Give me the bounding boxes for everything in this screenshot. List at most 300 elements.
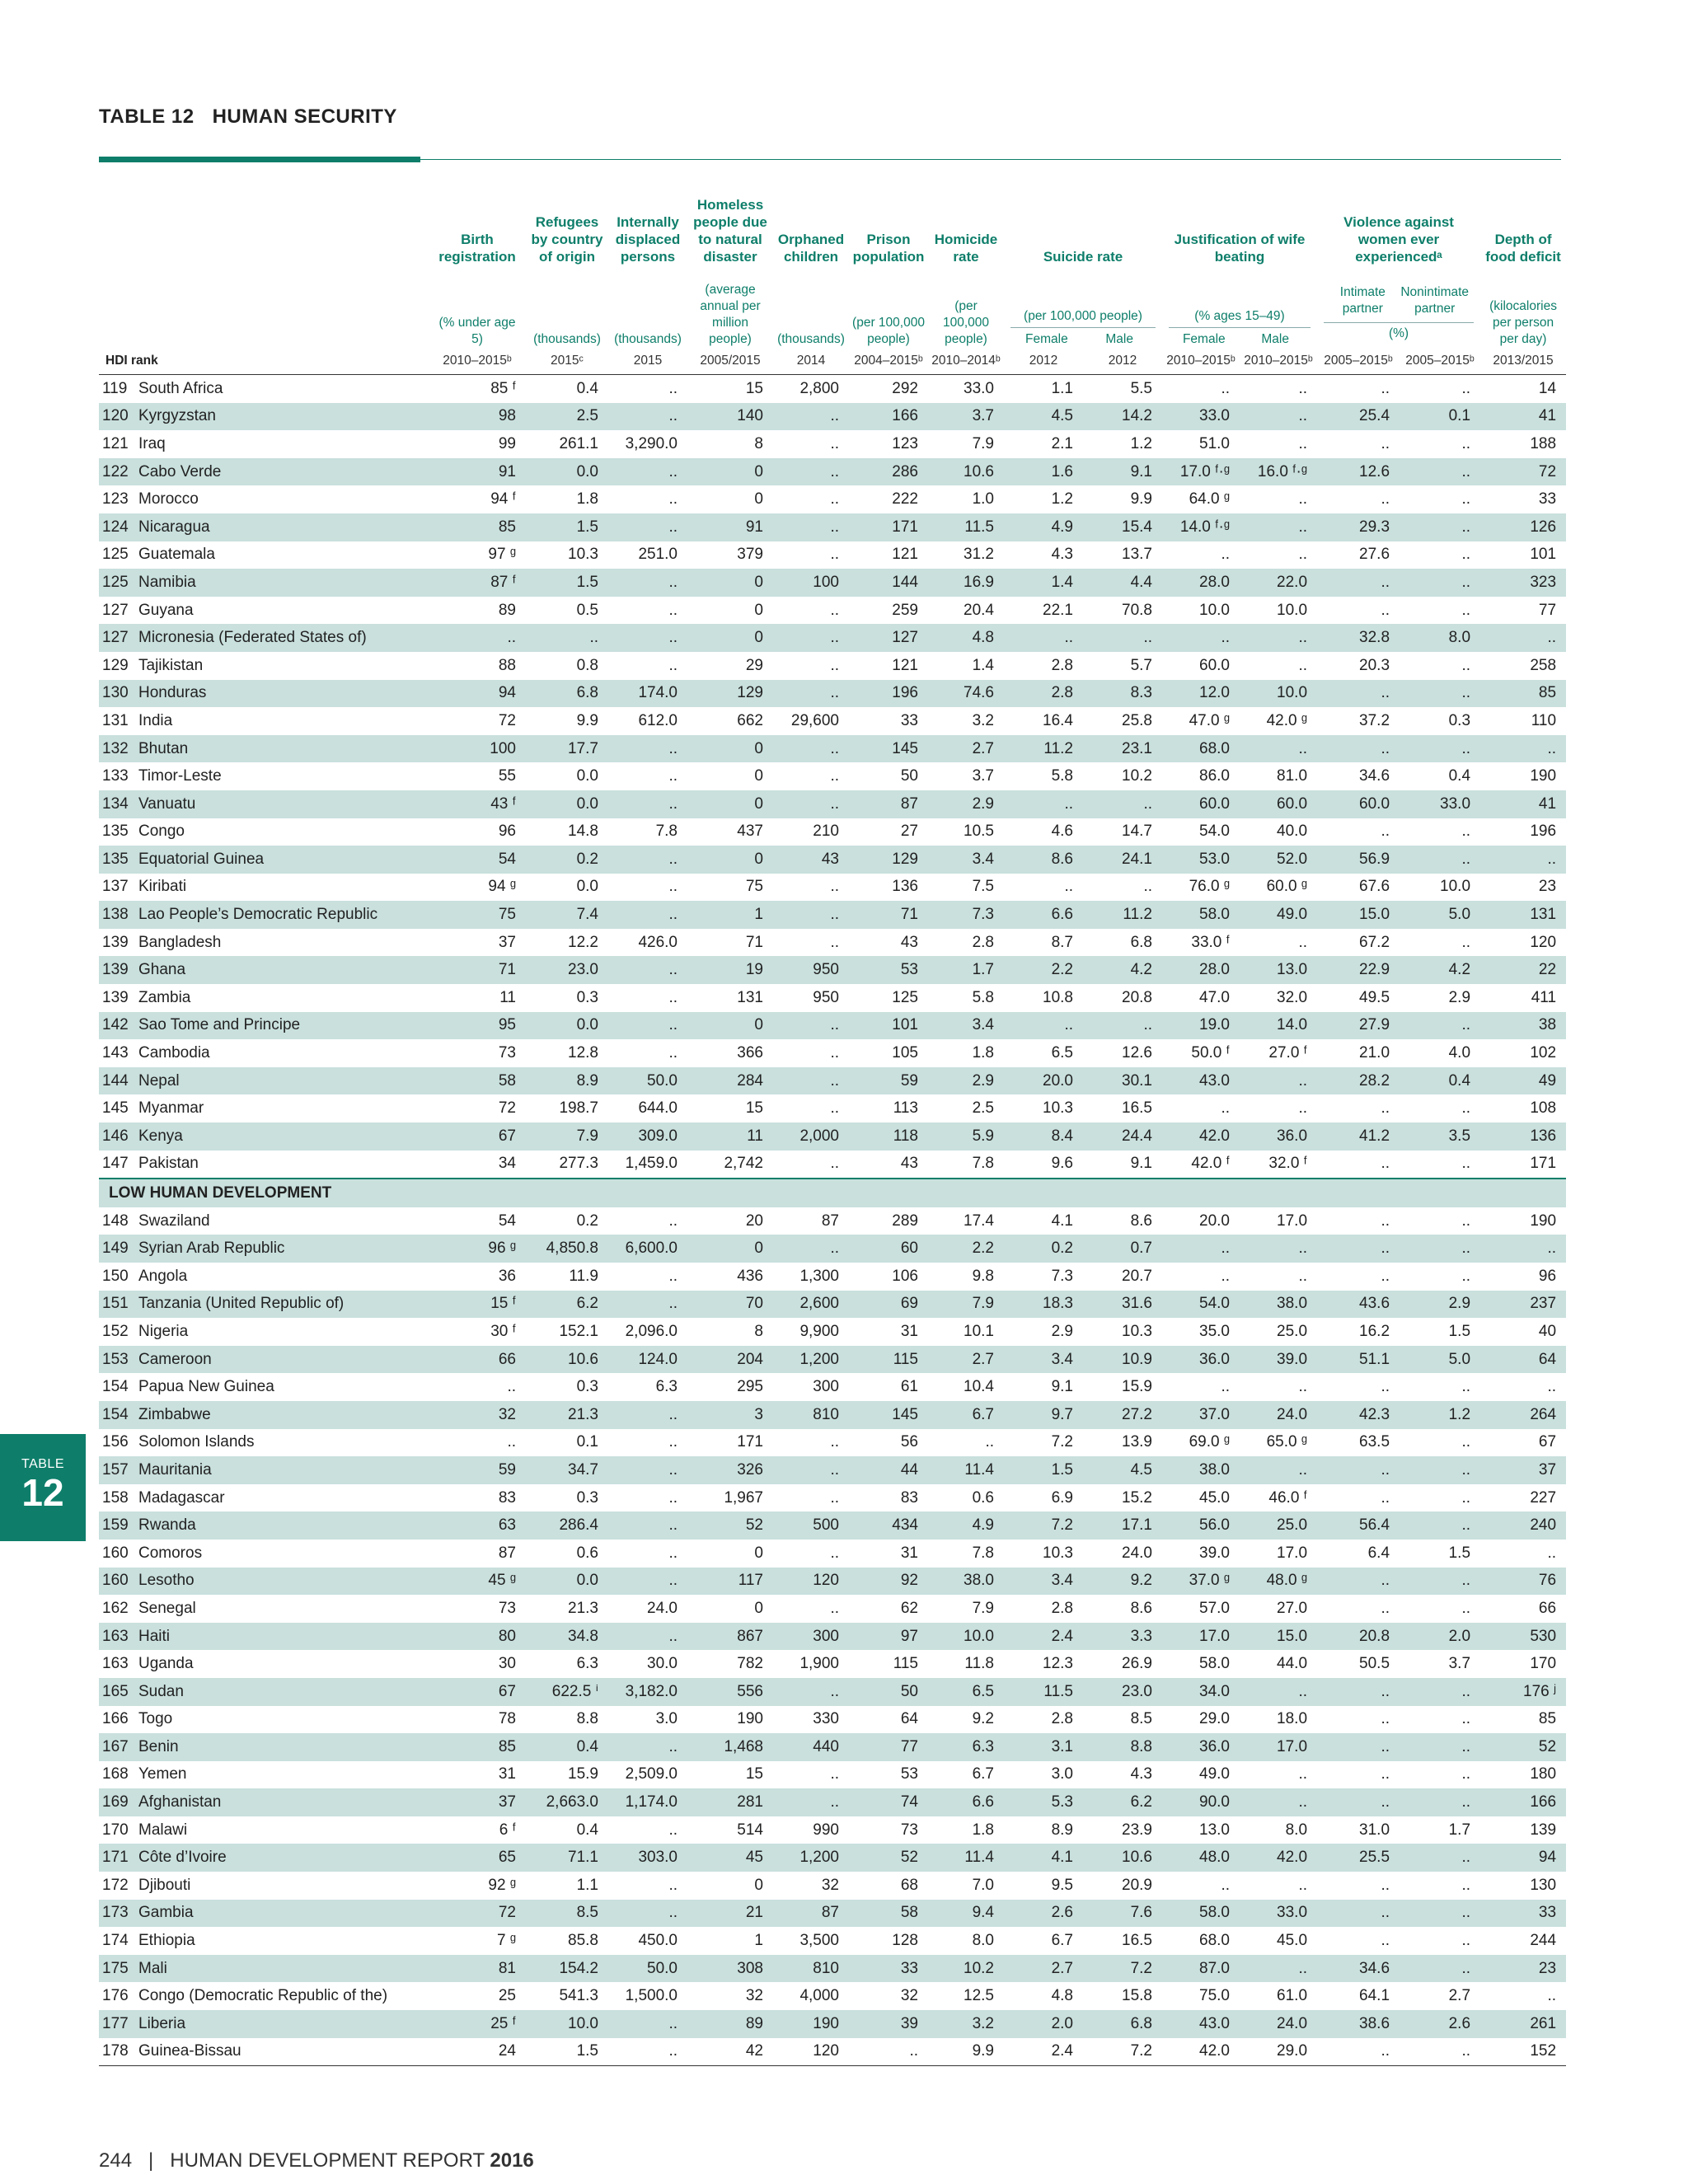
value-cell: 20.9 (1083, 1872, 1162, 1900)
table-row (99, 2010, 1566, 2038)
value-cell: 43 ᶠ (429, 790, 526, 818)
country-cell: Zimbabwe (138, 1401, 429, 1429)
value-cell: 50 (849, 762, 928, 790)
value-cell: 13.9 (1083, 1429, 1162, 1457)
value-cell: 34.0 (1162, 1678, 1240, 1706)
value-cell: 20.4 (928, 597, 1004, 625)
value-cell: 23.1 (1083, 735, 1162, 763)
year-header-row (99, 348, 1566, 375)
value-cell: .. (1240, 1872, 1317, 1900)
table-body (99, 375, 1566, 2066)
value-cell: 65 (429, 1844, 526, 1872)
value-cell: 33 (849, 1955, 928, 1983)
value-cell: 145 (849, 735, 928, 763)
value-cell: .. (1317, 1484, 1400, 1512)
value-cell: 24.0 (608, 1595, 687, 1623)
col-year: 2012 (1083, 348, 1162, 375)
country-cell: Namibia (138, 569, 429, 597)
value-cell: .. (773, 1429, 849, 1457)
value-cell: .. (1240, 735, 1317, 763)
value-cell: 1.0 (928, 485, 1004, 513)
hdi-rank-label: HDI rank (99, 348, 429, 375)
country-cell: Myanmar (138, 1094, 429, 1122)
unit-header-row (99, 265, 1566, 348)
value-cell: 6 ᶠ (429, 1816, 526, 1844)
value-cell: 45.0 (1162, 1484, 1240, 1512)
value-cell: .. (1400, 1151, 1480, 1179)
value-cell: .. (773, 762, 849, 790)
value-cell: 62 (849, 1595, 928, 1623)
value-cell: 366 (687, 1039, 773, 1067)
country-cell: Congo (Democratic Republic of the) (138, 1982, 429, 2010)
country-cell: Iraq (138, 430, 429, 458)
hdi-rank-cell: 170 (99, 1816, 138, 1844)
value-cell: 0.0 (526, 874, 608, 902)
value-cell: 29.0 (1162, 1706, 1240, 1734)
value-cell: 5.3 (1004, 1788, 1083, 1816)
value-cell: .. (1240, 1955, 1317, 1983)
value-cell: 1.5 (526, 569, 608, 597)
value-cell: .. (1400, 1595, 1480, 1623)
value-cell: 190 (687, 1706, 773, 1734)
col-unit: (thousands) (533, 332, 601, 346)
value-cell: 30.0 (608, 1650, 687, 1678)
value-cell: 67 (1480, 1429, 1566, 1457)
value-cell: 0 (687, 569, 773, 597)
value-cell: 323 (1480, 569, 1566, 597)
value-cell: 8.4 (1004, 1122, 1083, 1151)
value-cell: .. (608, 2038, 687, 2066)
value-cell: 16.0 ᶠ·ᵍ (1240, 458, 1317, 486)
table-row (99, 1568, 1566, 1596)
value-cell: 9.2 (928, 1706, 1004, 1734)
value-cell: 27 (849, 818, 928, 846)
value-cell: 75 (429, 901, 526, 929)
value-cell: .. (773, 403, 849, 431)
country-cell: Comoros (138, 1540, 429, 1568)
value-cell: 14.0 ᶠ·ᵍ (1162, 513, 1240, 541)
col-year: 2010–2015ᵇ (1162, 348, 1240, 375)
country-cell: Gambia (138, 1900, 429, 1928)
value-cell: 9.9 (526, 707, 608, 735)
value-cell: 11.2 (1004, 735, 1083, 763)
value-cell: 190 (773, 2010, 849, 2038)
value-cell: 259 (849, 597, 928, 625)
value-cell: 6.7 (1004, 1927, 1083, 1955)
value-cell: 7.0 (928, 1872, 1004, 1900)
table-row (99, 956, 1566, 984)
country-cell: Guatemala (138, 541, 429, 569)
value-cell: 33.0 ᶠ (1162, 929, 1240, 957)
country-cell: Guyana (138, 597, 429, 625)
value-cell: 10.5 (928, 818, 1004, 846)
value-cell: 24.0 (1083, 1540, 1162, 1568)
value-cell: 139 (1480, 1816, 1566, 1844)
value-cell: 31 (429, 1761, 526, 1789)
value-cell: .. (1162, 1094, 1240, 1122)
value-cell: .. (608, 375, 687, 403)
table-row (99, 818, 1566, 846)
value-cell: 58.0 (1162, 1900, 1240, 1928)
value-cell: 286.4 (526, 1511, 608, 1540)
value-cell: 10.3 (1004, 1094, 1083, 1122)
value-cell: 3.4 (928, 1012, 1004, 1040)
col-sub: Female (1025, 332, 1068, 346)
table-row (99, 1595, 1566, 1623)
value-cell: .. (526, 624, 608, 652)
value-cell: 89 (687, 2010, 773, 2038)
value-cell: 0 (687, 1540, 773, 1568)
country-cell: Liberia (138, 2010, 429, 2038)
hdi-rank-cell: 137 (99, 874, 138, 902)
value-cell: .. (1400, 1678, 1480, 1706)
value-cell: 15 (687, 1094, 773, 1122)
value-cell: 950 (773, 956, 849, 984)
value-cell: 34.6 (1317, 762, 1400, 790)
value-cell: .. (773, 513, 849, 541)
value-cell: 198.7 (526, 1094, 608, 1122)
value-cell: 23.9 (1083, 1816, 1162, 1844)
value-cell: 1.5 (526, 513, 608, 541)
value-cell: 52 (849, 1844, 928, 1872)
value-cell: 0 (687, 597, 773, 625)
table-row (99, 1456, 1566, 1484)
value-cell: 2.0 (1400, 1623, 1480, 1651)
value-cell: 1.4 (928, 652, 1004, 680)
value-cell: 10.0 (1240, 597, 1317, 625)
value-cell: 60.0 (1162, 652, 1240, 680)
table-row (99, 1429, 1566, 1457)
value-cell: 110 (1480, 707, 1566, 735)
value-cell: 2,509.0 (608, 1761, 687, 1789)
value-cell: 42 (687, 2038, 773, 2066)
value-cell: 5.5 (1083, 375, 1162, 403)
hdi-rank-cell: 144 (99, 1067, 138, 1095)
value-cell: 10.1 (928, 1318, 1004, 1346)
value-cell: .. (1317, 1568, 1400, 1596)
value-cell: .. (1400, 1373, 1480, 1401)
value-cell: 22 (1480, 956, 1566, 984)
value-cell: .. (1400, 929, 1480, 957)
col-unit: (kilocalories per person per day) (1489, 299, 1557, 346)
value-cell: 0.3 (526, 1484, 608, 1512)
table-row (99, 1151, 1566, 1179)
value-cell: 29,600 (773, 707, 849, 735)
value-cell: 23.0 (1083, 1678, 1162, 1706)
value-cell: 6.4 (1317, 1540, 1400, 1568)
value-cell: 2.6 (1004, 1900, 1083, 1928)
country-cell: Guinea-Bissau (138, 2038, 429, 2066)
country-cell: Ethiopia (138, 1927, 429, 1955)
value-cell: 3.0 (608, 1706, 687, 1734)
side-tab (0, 1434, 86, 1541)
value-cell: .. (608, 403, 687, 431)
col-unit: (per 100,000 people) (942, 299, 990, 346)
value-cell: .. (1400, 1456, 1480, 1484)
value-cell: 6.7 (928, 1761, 1004, 1789)
value-cell: 0.2 (1004, 1235, 1083, 1263)
value-cell: .. (1317, 1263, 1400, 1291)
value-cell: 85 (1480, 680, 1566, 708)
value-cell: 11 (429, 984, 526, 1012)
value-cell: 76 (1480, 1568, 1566, 1596)
hdi-rank-cell: 154 (99, 1373, 138, 1401)
value-cell: 60 (849, 1235, 928, 1263)
value-cell: 30.1 (1083, 1067, 1162, 1095)
value-cell: 0.6 (928, 1484, 1004, 1512)
value-cell: 2.2 (1004, 956, 1083, 984)
table-row (99, 984, 1566, 1012)
col-unit: (per 100,000 people) (1010, 308, 1156, 328)
value-cell: 87 ᶠ (429, 569, 526, 597)
value-cell: 33 (1480, 1900, 1566, 1928)
value-cell: .. (1400, 1511, 1480, 1540)
value-cell: 71 (687, 929, 773, 957)
value-cell: .. (1400, 652, 1480, 680)
country-cell: Sao Tome and Principe (138, 1012, 429, 1040)
value-cell: .. (1162, 375, 1240, 403)
value-cell: 7.3 (1004, 1263, 1083, 1291)
value-cell: .. (1317, 1733, 1400, 1761)
value-cell: 6.6 (928, 1788, 1004, 1816)
value-cell: .. (1240, 929, 1317, 957)
value-cell: .. (928, 1429, 1004, 1457)
country-cell: Cambodia (138, 1039, 429, 1067)
value-cell: 12.0 (1162, 680, 1240, 708)
value-cell: 41 (1480, 790, 1566, 818)
value-cell: 50.5 (1317, 1650, 1400, 1678)
value-cell: 8.0 (928, 1927, 1004, 1955)
value-cell: 102 (1480, 1039, 1566, 1067)
value-cell: 23.0 (526, 956, 608, 984)
value-cell: 300 (773, 1623, 849, 1651)
value-cell: 244 (1480, 1927, 1566, 1955)
value-cell: 0 (687, 624, 773, 652)
value-cell: .. (1400, 1761, 1480, 1789)
country-cell: Madagascar (138, 1484, 429, 1512)
value-cell: 7.6 (1083, 1900, 1162, 1928)
hdi-rank-cell: 156 (99, 1429, 138, 1457)
value-cell: 10.6 (526, 1346, 608, 1374)
value-cell: 2.9 (1400, 984, 1480, 1012)
col-unit-suicide (1004, 265, 1162, 348)
hdi-rank-cell: 178 (99, 2038, 138, 2066)
value-cell: 85 (429, 1733, 526, 1761)
value-cell: 11.5 (928, 513, 1004, 541)
hdi-rank-cell: 139 (99, 984, 138, 1012)
value-cell: .. (608, 762, 687, 790)
value-cell: 38.0 (928, 1568, 1004, 1596)
value-cell: 12.5 (928, 1982, 1004, 2010)
table-row (99, 1067, 1566, 1095)
table-row (99, 1900, 1566, 1928)
value-cell: 32 (687, 1982, 773, 2010)
value-cell: 2.8 (1004, 652, 1083, 680)
value-cell: 1.6 (1004, 458, 1083, 486)
value-cell: 10.2 (1083, 762, 1162, 790)
value-cell: 58.0 (1162, 901, 1240, 929)
value-cell: 42.0 ᶠ (1162, 1151, 1240, 1179)
value-cell: .. (1400, 375, 1480, 403)
hdi-rank-cell: 165 (99, 1678, 138, 1706)
country-cell: Lesotho (138, 1568, 429, 1596)
hdi-rank-cell: 132 (99, 735, 138, 763)
value-cell: 2.7 (1400, 1982, 1480, 2010)
value-cell: .. (1400, 1955, 1480, 1983)
table-row (99, 541, 1566, 569)
value-cell: 303.0 (608, 1844, 687, 1872)
value-cell: 174.0 (608, 680, 687, 708)
value-cell: 9.8 (928, 1263, 1004, 1291)
col-year: 2005–2015ᵇ (1317, 348, 1400, 375)
value-cell: 2.8 (1004, 1706, 1083, 1734)
value-cell: 6.9 (1004, 1484, 1083, 1512)
value-cell: 24 (429, 2038, 526, 2066)
value-cell: .. (1317, 1207, 1400, 1235)
hdi-rank-cell: 163 (99, 1650, 138, 1678)
value-cell: 27.0 ᶠ (1240, 1039, 1317, 1067)
col-unit: (% under age 5) (438, 316, 516, 346)
table-row (99, 1511, 1566, 1540)
value-cell: 91 (687, 513, 773, 541)
hdi-rank-cell: 173 (99, 1900, 138, 1928)
value-cell: 4,000 (773, 1982, 849, 2010)
value-cell: .. (1400, 1927, 1480, 1955)
value-cell: 72 (429, 707, 526, 735)
value-cell: 6.2 (526, 1291, 608, 1319)
value-cell: 40.0 (1240, 818, 1317, 846)
table-row (99, 762, 1566, 790)
value-cell: 86.0 (1162, 762, 1240, 790)
value-cell: 10.3 (1004, 1540, 1083, 1568)
hdi-rank-cell: 163 (99, 1623, 138, 1651)
value-cell: 92 ᵍ (429, 1872, 526, 1900)
value-cell: 644.0 (608, 1094, 687, 1122)
value-cell: 4.0 (1400, 1039, 1480, 1067)
value-cell: 0.4 (526, 375, 608, 403)
value-cell: 2.9 (928, 1067, 1004, 1095)
value-cell: 29.3 (1317, 513, 1400, 541)
value-cell: 7.2 (1004, 1511, 1083, 1540)
hdi-rank-cell: 174 (99, 1927, 138, 1955)
col-year: 2010–2014ᵇ (928, 348, 1004, 375)
value-cell: 140 (687, 403, 773, 431)
hdi-rank-cell: 177 (99, 2010, 138, 2038)
col-header: Orphaned children (777, 232, 845, 265)
value-cell: 15.9 (526, 1761, 608, 1789)
country-cell: Honduras (138, 680, 429, 708)
value-cell: 10.2 (928, 1955, 1004, 1983)
value-cell: 17.0 (1162, 1623, 1240, 1651)
value-cell: .. (608, 458, 687, 486)
value-cell: .. (1400, 1706, 1480, 1734)
value-cell: 87 (429, 1540, 526, 1568)
value-cell: 8.0 (1240, 1816, 1317, 1844)
value-cell: 108 (1480, 1094, 1566, 1122)
value-cell: 6.8 (1083, 929, 1162, 957)
value-cell: 39.0 (1240, 1346, 1317, 1374)
table-row (99, 2038, 1566, 2066)
value-cell: 6.6 (1004, 901, 1083, 929)
value-cell: 49.0 (1240, 901, 1317, 929)
value-cell: 1.5 (526, 2038, 608, 2066)
value-cell: 1.2 (1400, 1401, 1480, 1429)
value-cell: 120 (1480, 929, 1566, 957)
value-cell: 2.8 (1004, 1595, 1083, 1623)
value-cell: 69 (849, 1291, 928, 1319)
hdi-rank-cell: 176 (99, 1982, 138, 2010)
table-row (99, 1373, 1566, 1401)
value-cell: 4.8 (928, 624, 1004, 652)
value-cell: 5.8 (1004, 762, 1083, 790)
value-cell: 1,459.0 (608, 1151, 687, 1179)
value-cell: 1.8 (928, 1816, 1004, 1844)
value-cell: 91 (429, 458, 526, 486)
value-cell: 3.7 (928, 403, 1004, 431)
value-cell: 19 (687, 956, 773, 984)
value-cell: 12.6 (1317, 458, 1400, 486)
section-row (99, 1179, 1566, 1207)
value-cell: .. (608, 652, 687, 680)
col-header: Birth registration (438, 232, 516, 265)
value-cell: .. (773, 541, 849, 569)
value-cell: 58.0 (1162, 1650, 1240, 1678)
value-cell: 1.2 (1083, 430, 1162, 458)
value-cell: 24.4 (1083, 1122, 1162, 1151)
value-cell: 204 (687, 1346, 773, 1374)
value-cell: 34 (429, 1151, 526, 1179)
table-row (99, 1039, 1566, 1067)
value-cell: .. (608, 485, 687, 513)
table-row (99, 513, 1566, 541)
value-cell: 17.0 (1240, 1207, 1317, 1235)
value-cell: 24.1 (1083, 846, 1162, 874)
value-cell: 22.9 (1317, 956, 1400, 984)
table-row (99, 929, 1566, 957)
value-cell: .. (1240, 1235, 1317, 1263)
value-cell: .. (1240, 430, 1317, 458)
value-cell: .. (1317, 375, 1400, 403)
value-cell: 120 (773, 1568, 849, 1596)
value-cell: .. (773, 1067, 849, 1095)
value-cell: 20.8 (1083, 984, 1162, 1012)
value-cell: 295 (687, 1373, 773, 1401)
value-cell: 8.5 (526, 1900, 608, 1928)
value-cell: 0 (687, 735, 773, 763)
value-cell: 330 (773, 1706, 849, 1734)
value-cell: .. (1317, 569, 1400, 597)
value-cell: 154.2 (526, 1955, 608, 1983)
value-cell: 32.0 (1240, 984, 1317, 1012)
country-cell: Cameroon (138, 1346, 429, 1374)
value-cell: 3.4 (1004, 1568, 1083, 1596)
hdi-rank-cell: 123 (99, 485, 138, 513)
value-cell: 29.0 (1240, 2038, 1317, 2066)
value-cell: 71 (429, 956, 526, 984)
value-cell: 32.0 ᶠ (1240, 1151, 1317, 1179)
value-cell: 500 (773, 1511, 849, 1540)
hdi-rank-cell: 135 (99, 818, 138, 846)
value-cell: 0 (687, 485, 773, 513)
value-cell: 81 (429, 1955, 526, 1983)
value-cell: 117 (687, 1568, 773, 1596)
value-cell: .. (1083, 790, 1162, 818)
value-cell: 6.8 (526, 680, 608, 708)
value-cell: 2.4 (1004, 1623, 1083, 1651)
value-cell: 37 (429, 1788, 526, 1816)
value-cell: .. (773, 652, 849, 680)
value-cell: 300 (773, 1373, 849, 1401)
